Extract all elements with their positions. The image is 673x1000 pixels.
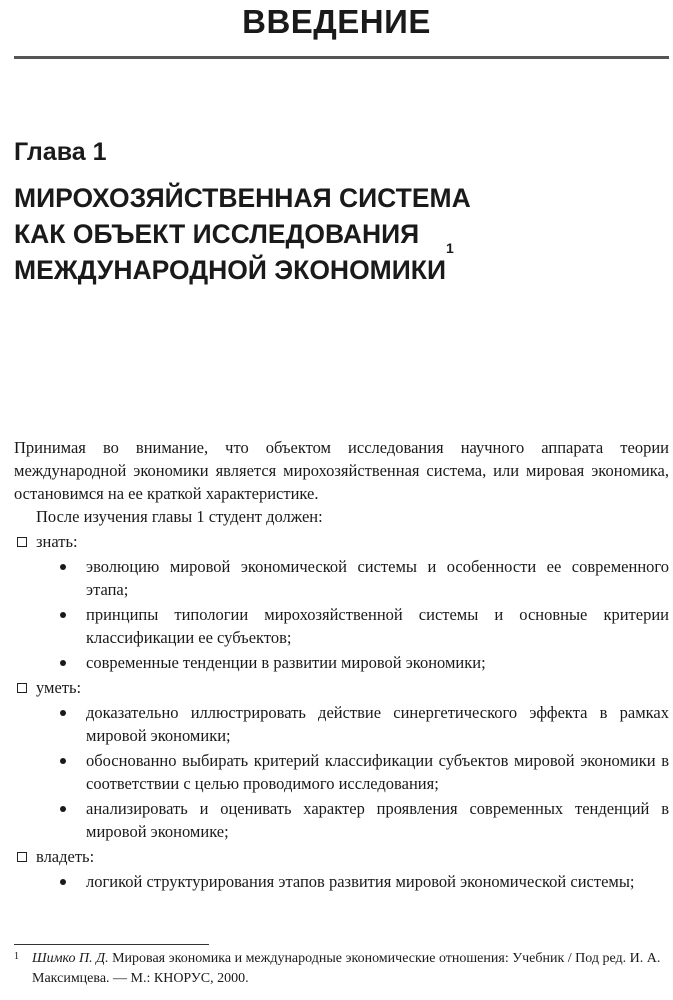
section-heading: ВВЕДЕНИЕ	[242, 3, 431, 40]
list-item-text: доказательно иллюстрировать действие синергетического эффекта в рамках мировой экономики;	[86, 703, 669, 745]
list-item	[14, 797, 669, 843]
intro-paragraph: Принимая во внимание, что объектом исследования научного аппарата теории международной экономики является мирохозяйственная система, или мировая экономика, остановимся на ее краткой характеристике.	[14, 438, 669, 503]
bullet-icon	[60, 710, 66, 716]
requirement-list	[14, 870, 669, 893]
requirement-list	[14, 701, 669, 843]
requirement-heading	[14, 676, 669, 699]
list-item-text: принципы типологии мирохозяйственной системы и основные критерии классификации ее субъектов;	[86, 605, 669, 647]
bullet-icon	[60, 660, 66, 666]
footnote-reference[interactable]: 1	[446, 240, 454, 256]
requirement-heading	[14, 845, 669, 868]
heading-rule	[14, 56, 669, 59]
list-item	[14, 749, 669, 795]
body-text	[14, 436, 669, 895]
requirement-heading-text: знать:	[36, 532, 78, 551]
list-item	[14, 555, 669, 601]
chapter-title-line-3	[14, 240, 664, 288]
requirement-heading	[14, 530, 669, 553]
bullet-icon	[60, 879, 66, 885]
chapter-title-line-1: МИРОХОЗЯЙСТВЕННАЯ СИСТЕМА	[14, 183, 471, 213]
list-item-text: современные тенденции в развитии мировой экономики;	[86, 653, 486, 672]
footnote-author: Шимко П. Д.	[32, 951, 109, 966]
bullet-icon	[60, 612, 66, 618]
list-item-text: обоснованно выбирать критерий классификации субъектов мировой экономики в соответствии с целью проводимого исследования;	[86, 751, 669, 793]
bullet-icon	[60, 758, 66, 764]
bullet-icon	[60, 564, 66, 570]
checkbox-icon	[17, 683, 27, 693]
checkbox-icon	[17, 537, 27, 547]
chapter-title-line-3-text: МЕЖДУНАРОДНОЙ ЭКОНОМИКИ	[14, 255, 447, 285]
footnote-body: Мировая экономика и международные экономические отношения: Учебник / Под ред. И. А. Максимцева. — М.: КНОРУС, 2000.	[32, 951, 661, 986]
footnote-number: 1	[14, 951, 19, 962]
footnote	[14, 949, 669, 989]
requirement-group-master	[14, 845, 669, 893]
list-item	[14, 701, 669, 747]
list-item	[14, 870, 669, 893]
chapter-title	[14, 180, 664, 288]
list-item-text: анализировать и оценивать характер проявления современных тенденций в мировой экономике;	[86, 799, 669, 841]
requirement-heading-text: уметь:	[36, 678, 82, 697]
intro-lead: После изучения главы 1 студент должен:	[36, 507, 323, 526]
footnote-rule	[14, 944, 209, 945]
requirement-list	[14, 555, 669, 674]
list-item-text: эволюцию мировой экономической системы и особенности ее современного этапа;	[86, 557, 669, 599]
list-item	[14, 651, 669, 674]
checkbox-icon	[17, 852, 27, 862]
requirement-heading-text: владеть:	[36, 847, 95, 866]
chapter-label: Глава 1	[14, 138, 107, 166]
list-item-text: логикой структурирования этапов развития мировой экономической системы;	[86, 872, 635, 891]
footnote-text	[14, 949, 669, 989]
requirement-group-know	[14, 530, 669, 674]
bullet-icon	[60, 806, 66, 812]
requirement-group-can	[14, 676, 669, 843]
chapter-title-line-2: КАК ОБЪЕКТ ИССЛЕДОВАНИЯ	[14, 219, 420, 249]
list-item	[14, 603, 669, 649]
